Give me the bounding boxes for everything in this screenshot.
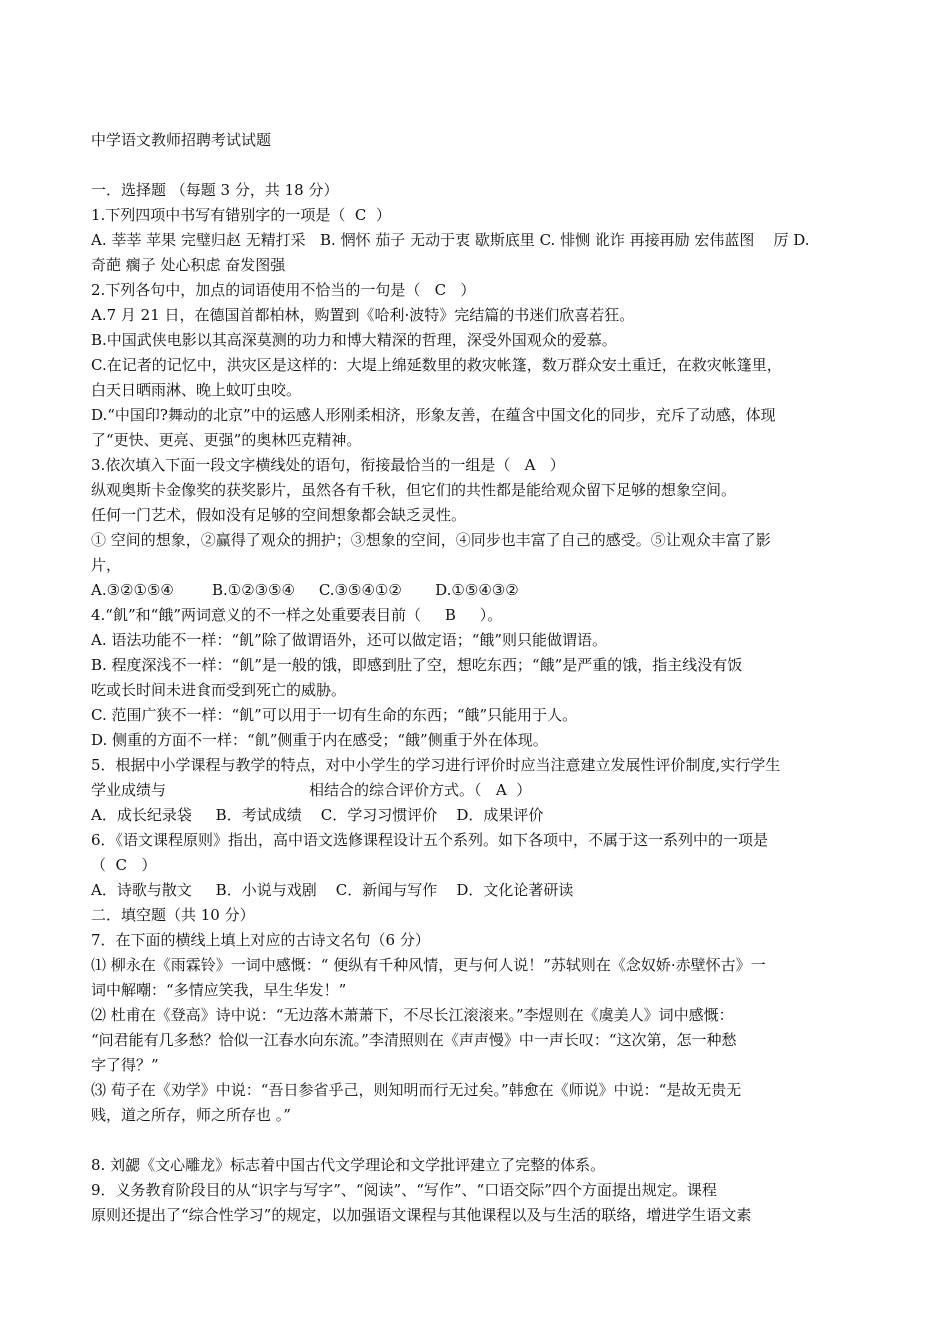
question-5-stem-cont: 学业成绩与 相结合的综合评价方式。（ A ） (91, 781, 532, 799)
question-5-stem: 5．根据中小学课程与教学的特点，对中小学生的学习进行评价时应当注意建立发展性评价制度,实行学生 (91, 756, 781, 774)
exam-document (91, 128, 861, 1228)
question-4-option-b: B. 程度深浅不一样：“飢”是一般的饿，即感到肚了空，想吃东西；“餓”是严重的饿，指主线没有饭 (91, 656, 743, 674)
question-9: 9．义务教育阶段目的从“识字与写字”、“阅读”、“写作”、“口语交际”四个方面提出规定。课程 (91, 1181, 717, 1199)
question-1-options: A. 莘莘 苹果 完璧归赵 无精打采 B. 惘怀 茄子 无动于衷 歇斯底里 C. 悱恻 讹诈 再接再励 宏伟蓝图 厉 D. (91, 231, 810, 249)
section-2-header: 二．填空题（共 10 分） (91, 906, 255, 924)
question-3-sentences-cont: 片， (91, 556, 122, 574)
question-5-options: A．成长纪录袋 B．考试成绩 C．学习习惯评价 D．成果评价 (91, 806, 544, 824)
question-3-stem: 3.依次填入下面一段文字横线处的语句，衔接最恰当的一组是（ A ） (91, 456, 565, 474)
question-1-stem: 1.下列四项中书写有错别字的一项是（ C ） (91, 206, 391, 224)
question-6-stem: 6．《语文课程原则》指出，高中语文选修课程设计五个系列。如下各项中，不属于这一系列中的一项是 (91, 831, 769, 849)
question-7-item-3-cont: 贱，道之所存，师之所存也 。” (91, 1106, 291, 1124)
question-2-option-d: D.“中国印?舞动的北京”中的运感人形刚柔相济，形象友善，在蕴含中国文化的同步，充斥了动感，体现 (91, 406, 776, 424)
question-7-stem: 7．在下面的横线上填上对应的古诗文名句（6 分） (91, 931, 430, 949)
question-4-option-a: A. 语法功能不一样：“飢”除了做谓语外，还可以做定语；“餓”则只能做谓语。 (91, 631, 608, 649)
question-3-sentences: ① 空间的想象，②赢得了观众的拥护；③想象的空间，④同步也丰富了自己的感受。⑤让观众丰富了影 (91, 531, 771, 549)
question-7-item-3: ⑶ 荀子在《劝学》中说：“吾日参省乎己，则知明而行无过矣。”韩愈在《师说》中说：“是故无贵无 (91, 1081, 742, 1099)
spacer (91, 1128, 861, 1153)
question-7-item-1: ⑴ 柳永在《雨霖铃》一词中感慨：“ 便纵有千种风情，更与何人说！”苏轼则在《念奴娇·赤壁怀古》一 (91, 956, 766, 974)
question-7-item-1-cont: 词中解嘲：“多情应笑我，早生华发！” (91, 981, 347, 999)
question-2-option-b: B.中国武侠电影以其高深莫测的功力和博大精深的哲理，深受外国观众的爱慕。 (91, 331, 617, 349)
document-title: 中学语文教师招聘考试试题 (91, 131, 272, 149)
question-2-option-d-cont: 了“更快、更亮、更强”的奥林匹克精神。 (91, 431, 362, 449)
section-1-header: 一．选择题 （每题 3 分，共 18 分） (91, 181, 339, 199)
question-4-stem: 4.“飢”和“餓”两词意义的不一样之处重要表目前（ B ）。 (91, 606, 503, 624)
question-9-cont: 原则还提出了“综合性学习”的规定，以加强语文课程与其他课程以及与生活的联络，增进学生语文素 (91, 1206, 752, 1224)
question-1-options-cont: 奇葩 瘸子 处心积虑 奋发图强 (91, 256, 286, 274)
question-7-item-2-cont: “问君能有几多愁？恰似一江春水向东流。”李清照则在《声声慢》中一声长叹：“这次第，怎一种愁 (91, 1031, 737, 1049)
question-3-passage-1: 纵观奥斯卡金像奖的获奖影片，虽然各有千秋，但它们的共性都是能给观众留下足够的想象空间。 (91, 481, 737, 499)
question-8: 8. 刘勰《文心雕龙》标志着中国古代文学理论和文学批评建立了完整的体系。 (91, 1156, 606, 1174)
question-4-option-b-cont: 吃或长时间未进食而受到死亡的威胁。 (91, 681, 347, 699)
question-2-option-c: C.在记者的记忆中，洪灾区是这样的：大堤上绵延数里的救灾帐篷，数万群众安土重迁，在救灾帐篷里， (91, 356, 782, 374)
question-7-item-2: ⑵ 杜甫在《登高》诗中说：“无边落木萧萧下，不尽长江滚滚来。”李煜则在《虞美人》词中感慨： (91, 1006, 734, 1024)
question-6-options: A．诗歌与散文 B．小说与戏剧 C．新闻与写作 D．文化论著研读 (91, 881, 574, 899)
question-2-stem: 2.下列各句中，加点的词语使用不恰当的一句是（ C ） (91, 281, 476, 299)
question-6-answer: （ C ） (91, 856, 157, 874)
question-2-option-c-cont: 白天日晒雨淋、晚上蚊叮虫咬。 (91, 381, 302, 399)
question-4-option-c: C. 范围广狭不一样：“飢”可以用于一切有生命的东西；“餓”只能用于人。 (91, 706, 578, 724)
question-2-option-a: A.7 月 21 日，在德国首都柏林，购置到《哈利·波特》完结篇的书迷们欣喜若狂。 (91, 306, 635, 324)
question-4-option-d: D. 侧重的方面不一样：“飢”侧重于内在感受；“餓”侧重于外在体现。 (91, 731, 548, 749)
question-3-passage-2: 任何一门艺术，假如没有足够的空间想象都会缺乏灵性。 (91, 506, 467, 524)
question-7-item-2-cont-2: 字了得？” (91, 1056, 159, 1074)
question-3-options: A.③②①⑤④ B.①②③⑤④ C.③⑤④①② D.①⑤④③② (91, 581, 519, 599)
